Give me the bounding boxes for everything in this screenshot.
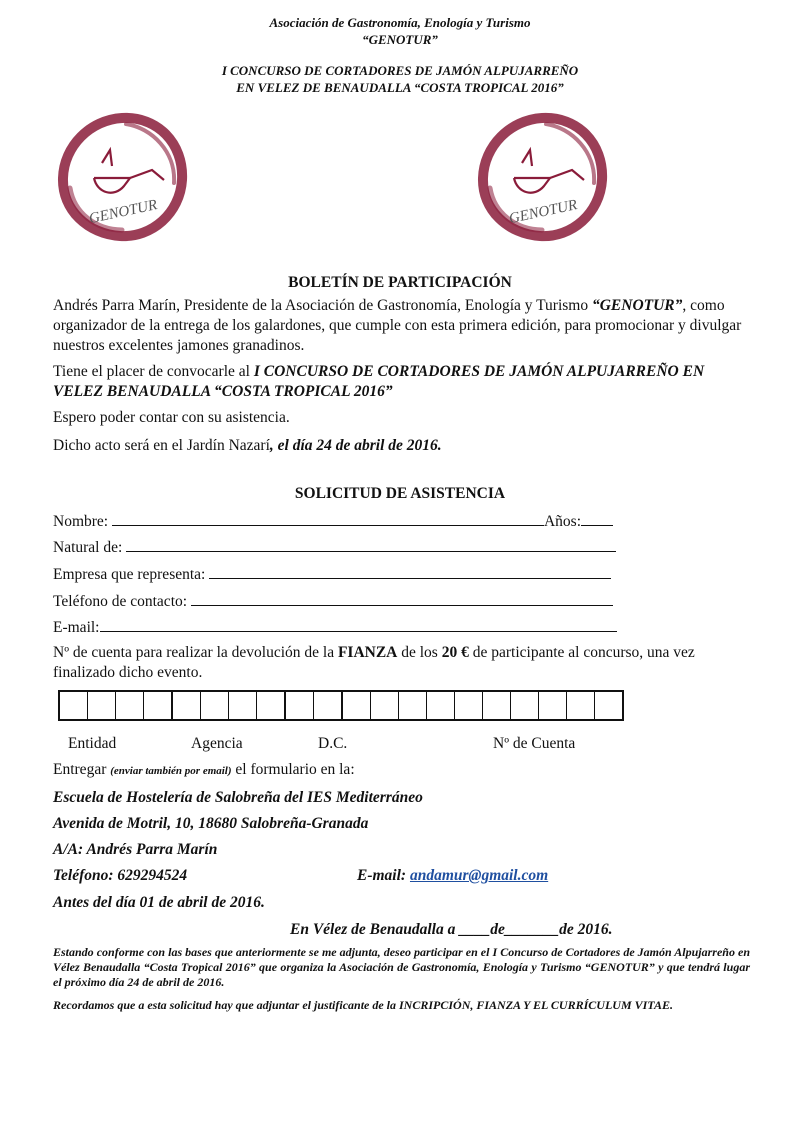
account-digit-box[interactable] [483,692,511,719]
bank-label-agency: Agencia [191,735,243,752]
phone-field-row [53,591,613,612]
account-digit-box[interactable] [257,692,286,719]
age-label: Años: [543,513,582,530]
agreement-text: Estando conforme con las bases que anteriormente se me adjunta, deseo participar en el I Concurso de Cortadores de Jamón Alpujarreño en Vélez Benaudalla “Costa Tropical 2016” que organiza la Asociación de Gastronomía, Enología y Turismo “GENOTUR” y que tendrá lugar el próximo día 24 de abril de 2016. [53,945,750,989]
origin-label: Natural de: [53,539,123,556]
account-digit-box[interactable] [539,692,567,719]
bulletin-paragraph-3: Espero poder contar con su asistencia. [53,409,290,426]
header-association [0,14,800,48]
account-digit-box[interactable] [595,692,622,719]
genotur-logo-right [472,108,612,248]
contest-name-inline: I CONCURSO DE CORTADORES DE JAMÓN ALPUJARREÑO EN VELEZ BENAUDALLA “COSTA TROPICAL 2016” [53,363,705,400]
account-digit-box[interactable] [314,692,343,719]
attention-line: A/A: Andrés Parra Marín [53,841,218,858]
association-name: Asociación de Gastronomía, Enología y Turismo [269,15,531,30]
bank-label-dc: D.C. [318,735,348,752]
email-input-line[interactable] [100,617,617,632]
contact-phone: Teléfono: 629294524 [53,867,188,884]
genotur-logo-left [52,108,192,248]
email-field-row [53,617,617,638]
phone-label: Teléfono de contacto: [53,593,188,610]
submission-deadline: Antes del día 01 de abril de 2016. [53,894,265,911]
company-label: Empresa que representa: [53,566,206,583]
request-title: SOLICITUD DE ASISTENCIA [294,485,506,502]
event-date: , el día 24 de abril de 2016. [269,437,442,454]
origin-field-row [53,537,616,558]
account-digit-box[interactable] [88,692,116,719]
bank-label-account: Nº de Cuenta [493,735,576,752]
school-name: Escuela de Hostelería de Salobreña del IES Mediterráneo [53,789,423,806]
company-field-row [53,564,611,585]
account-digit-box[interactable] [144,692,173,719]
account-digit-box[interactable] [116,692,144,719]
name-field-row [53,511,613,532]
bulletin-paragraph-2: Tiene el placer de convocarle al I CONCURSO DE CORTADORES DE JAMÓN ALPUJARREÑO EN VELEZ BENAUDALLA “COSTA TROPICAL 2016” [53,363,705,400]
association-acronym: “GENOTUR” [362,32,438,47]
age-input-line[interactable] [581,511,613,526]
bank-account-boxes[interactable] [58,690,624,721]
company-input-line[interactable] [209,564,611,579]
account-digit-box[interactable] [343,692,371,719]
contact-email-row [357,866,548,886]
email-label: E-mail: [53,619,100,636]
name-label: Nombre: [53,513,109,530]
account-digit-box[interactable] [567,692,595,719]
bulletin-paragraph-1: Andrés Parra Marín, Presidente de la Asociación de Gastronomía, Enología y Turismo “GENOTUR”, como organizador de la entrega de los galardones, que cumple con esta primera edición, para promocionar y divulgar nuestros excelentes jamones granadinos. [53,297,742,354]
phone-input-line[interactable] [191,591,613,606]
contact-email-label: E-mail: [357,867,410,884]
origin-input-line[interactable] [126,537,616,552]
account-digit-box[interactable] [427,692,455,719]
account-digit-box[interactable] [286,692,314,719]
account-digit-box[interactable] [399,692,427,719]
account-instructions: Nº de cuenta para realizar la devolución de la FIANZA de los 20 € de participante al concurso, una vez finalizado dicho evento. [53,644,695,681]
bank-label-entity: Entidad [68,735,117,752]
school-address: Avenida de Motril, 10, 18680 Salobreña-Granada [53,815,369,832]
contest-title-line1: I CONCURSO DE CORTADORES DE JAMÓN ALPUJARREÑO [221,63,579,78]
account-digit-box[interactable] [60,692,88,719]
delivery-instructions: Entregar (enviar también por email) el formulario en la: [53,761,355,778]
bulletin-paragraph-4: Dicho acto será en el Jardín Nazarí, el día 24 de abril de 2016. [53,437,442,454]
account-digit-box[interactable] [173,692,201,719]
logo-text-left: GENOTUR [87,197,159,228]
genotur-name: “GENOTUR” [591,297,683,314]
account-digit-box[interactable] [201,692,229,719]
logo-text-right: GENOTUR [507,197,579,228]
contest-title-line2: EN VELEZ DE BENAUDALLA “COSTA TROPICAL 2016” [236,80,564,95]
reminder-text: Recordamos que a esta solicitud hay que adjuntar el justificante de la INCRIPCIÓN, FIANZA Y EL CURRÍCULUM VITAE. [53,998,673,1012]
account-digit-box[interactable] [455,692,483,719]
place-date-line: En Vélez de Benaudalla a ____de_______de 2016. [290,921,613,938]
name-input-line[interactable] [112,511,544,526]
account-digit-box[interactable] [371,692,399,719]
contact-email-link[interactable]: andamur@gmail.com [409,867,549,884]
account-digit-box[interactable] [511,692,539,719]
header-contest [0,62,800,96]
account-digit-box[interactable] [229,692,257,719]
bulletin-title: BOLETÍN DE PARTICIPACIÓN [288,274,512,291]
